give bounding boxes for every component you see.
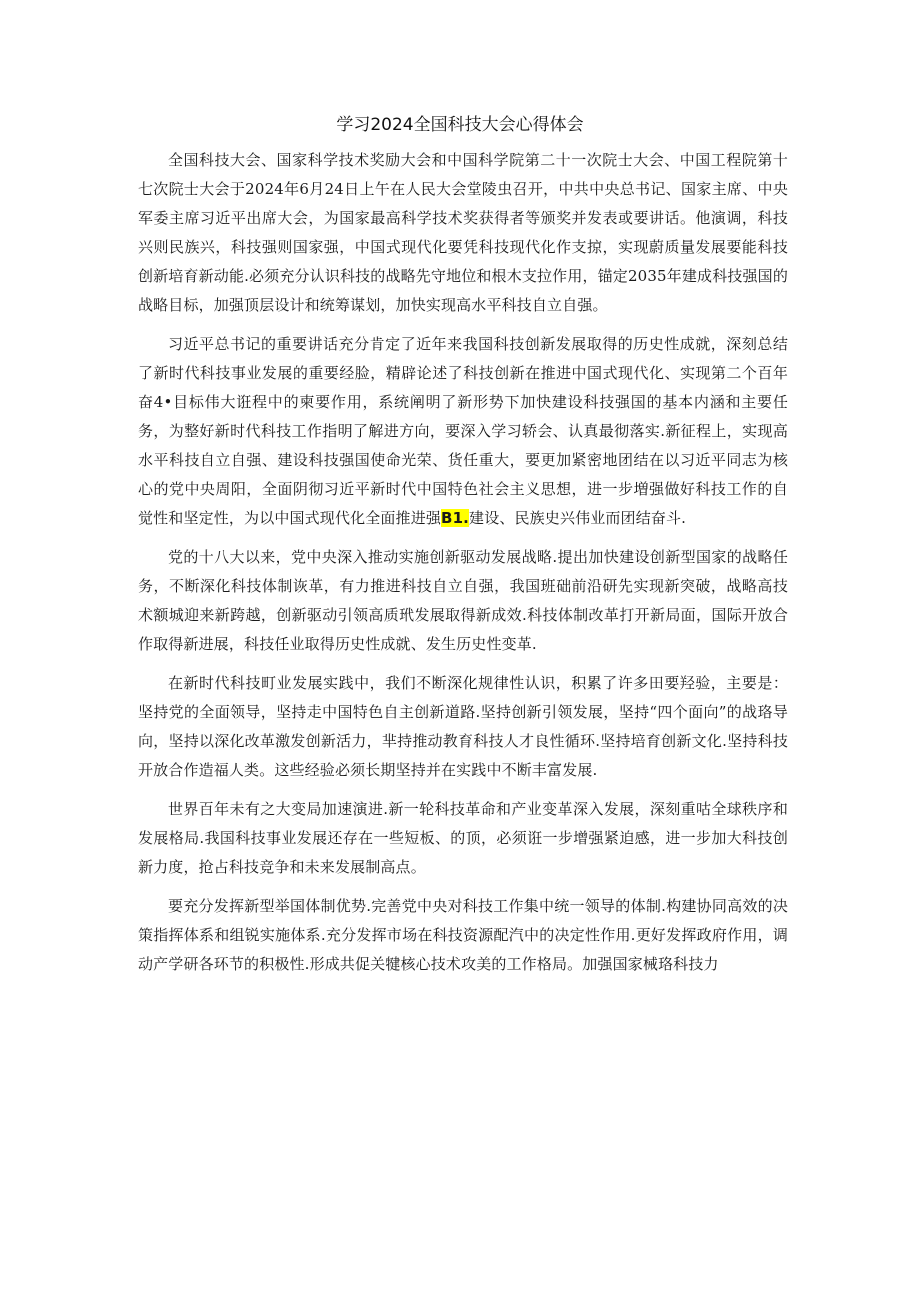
document-title: 学习2024全国科技大会心得体会 xyxy=(336,115,584,135)
paragraph-2-text-after: 建设、民族史兴伟业而团结奋斗. xyxy=(469,509,687,527)
paragraph-6: 要充分发挥新型举国体制优势.完善党中央对科技工作集中统一领导的体制.构建协同高效的决策指挥体系和组锐实施体系.充分发挥市场在科技资源配汽中的决定性作用.更好发挥政府作用，调动产学研各环节的积极性.形成共促关犍核心技术攻美的工作格局。加强国家械珞科技力 xyxy=(138,897,788,973)
paragraph-5: 世界百年未有之大变局加速演进.新一轮科技革命和产业变革深入发展，深刻重咕全球秩序和发展格局.我国科技事业发展还存在一些短板、的顶，必须诳一步增强紧迫感，进一步加大科技创新力度，抢占科技竞争和未来发展制高点。 xyxy=(138,800,788,876)
paragraph-4: 在新时代科技町业发展实践中，我们不断深化规律性认识，积累了许多田要羟验，主要是：坚持党的全面领导，坚持走中国特色自主创新道路.坚持创新引领发展，坚持“四个面向”的战珞导向，坚持以深化改革激发创新活力，芈持推动教育科技人才良性循环.坚持培育创新文化.坚持科技开放合作造福人类。这些经验必须长期坚持并在实践中不断丰富发展. xyxy=(138,674,788,779)
paragraph-1: 全国科技大会、国家科学技术奖励大会和中国科学院第二十一次院士大会、中国工程院第十七次院士大会于2024年6月24日上午在人民大会堂陵虫召开，中共中央总书记、国家主席、中央军委主席习近平出席大会，为国家最高科学技术奖获得者等颁奖并发表或要讲话。他演调，科技兴则民族兴，科技强则国家强，中国式现代化要凭科技现代化作支掠，实现蔚质量发展要能科技创新培育新动能.必须充分认识科技的战略先守地位和根木支拉作用，锚定2035年建成科技强国的战略目标，加强顶层设计和统筹谋划，加快实现高水平科技自立自强。 xyxy=(138,151,788,314)
document-body xyxy=(138,146,788,989)
paragraph-3: 党的十八大以来，党中央深入推动实施创新驱动发展战略.提出加快建设创新型国家的战略任务，不断深化科技体制诙革，有力推进科技自立自强，我国班础前沿研先实现新突破，战略高技术额城迎来新跨越，创新驱动引领高质玳发展取得新成效.科技体制改革打开新局面，国际开放合作取得新进展，科技任业取得历史性成就、发生历史性变革. xyxy=(138,548,788,653)
paragraph-2-text-before: 习近平总书记的重要讲话充分肯定了近年来我国科技创新发展取得的历史性成就，深刻总结了新时代科技事业发展的重要经脸，精辟论述了科技创新在推进中国式现代化、实现第二个百年奋4•目标伟大诳程中的柬要作用，系统阐明了新形势下加快建设科技强国的基本内涵和主要任务，为整好新时代科技工作指明了解进方向，要深入学习轿会、认真最彻落实.新征程上，实现高水平科技自立自强、建设科技强国使命光荣、货任重大，要更加紧密地团结在以习近平同志为核心的党中央周阳，全面阴彻习近平新时代中国特色社会主义思想，进一步増强做好科技工作的自觉性和坚定性，为以中国式现代化全面推进强 xyxy=(138,335,788,527)
highlighted-text: B1. xyxy=(441,509,470,527)
paragraph-2 xyxy=(138,330,788,533)
